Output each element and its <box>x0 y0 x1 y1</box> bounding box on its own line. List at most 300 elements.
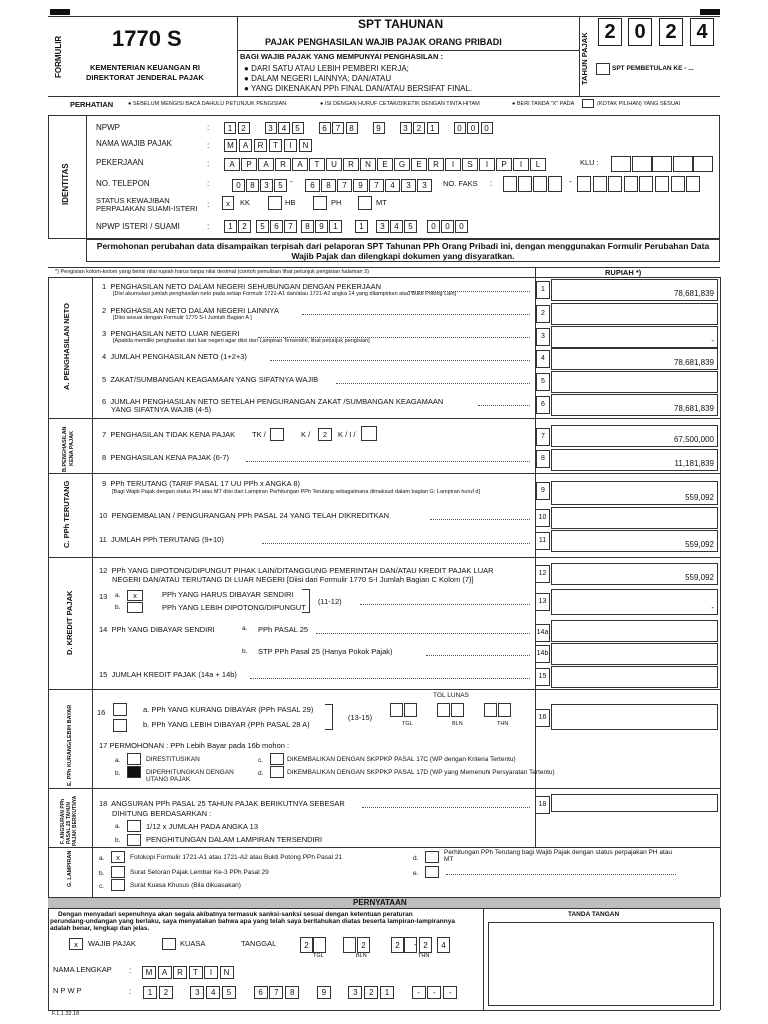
ki-label: K / I / <box>338 430 356 439</box>
lampiran-b-label: Surat Setoran Pajak Lembar Ke-3 PPh Pasal 29 <box>130 869 269 876</box>
form-footer-code: F.1.1.32.18 <box>52 1011 80 1017</box>
npwp-suami-cell[interactable]: 0 <box>441 220 454 233</box>
faks-label: NO. FAKS <box>443 179 478 188</box>
nama-cell[interactable]: A <box>239 139 252 152</box>
section-a-label: A. PENGHASILAN NETO <box>62 303 71 390</box>
npwp-cell[interactable] <box>386 122 398 134</box>
telepon-number-cell[interactable]: 6 <box>305 179 320 192</box>
npwp-suami-cell[interactable]: 1 <box>329 220 342 233</box>
identitas-label: IDENTITAS <box>61 163 70 205</box>
npwp-suami-cell[interactable]: 1 <box>355 220 368 233</box>
lampiran-d-label-1: Perhitungan PPh Terutang bagi Wajib Pajak dengan status perpajakan PH atau <box>444 849 673 856</box>
section-f-label-2: PASAL 25 TAHUN <box>66 802 72 844</box>
status-mt-label: MT <box>376 198 387 207</box>
row-9-label: 9 PPh TERUTANG (TARIF PASAL 17 UU PPh x ANGKA 8) <box>102 479 300 488</box>
bullet-2: ● DALAM NEGERI LAINNYA; DAN/ATAU <box>244 74 392 83</box>
pekerjaan-cell[interactable]: U <box>326 158 342 171</box>
r17c-label: DIKEMBALIKAN DENGAN SKPPKP PASAL 17C (WP dengan Kriteria Tertentu) <box>287 756 516 763</box>
pernyataan-npwp-cell[interactable]: 3 <box>348 986 362 999</box>
klu-label: KLU : <box>580 158 599 167</box>
section-f-label-1: F. ANGSURAN PPh <box>60 798 66 844</box>
pekerjaan-label: PEKERJAAN <box>96 158 144 167</box>
npwp-cell[interactable]: 9 <box>373 122 385 134</box>
row-6-note: YANG SIFATNYA WAJIB (4-5) <box>111 405 212 414</box>
faks-number-cell[interactable] <box>577 176 591 192</box>
tanggal-tgl: TGL <box>313 953 324 959</box>
value-5[interactable] <box>551 371 718 393</box>
row-6-label: 6 JUMLAH PENGHASILAN NETO SETELAH PENGURANGAN ZAKAT /SUMBANGAN KEAGAMAAN <box>102 397 444 406</box>
pekerjaan-cell[interactable]: A <box>292 158 308 171</box>
tgl-lunas-day-2[interactable] <box>404 703 417 717</box>
bullet-1: ● DARI SATU ATAU LEBIH PEMBERI KERJA; <box>244 64 409 73</box>
r18b-label: PENGHITUNGAN DALAM LAMPIRAN TERSENDIRI <box>146 835 323 844</box>
npwp-cell[interactable]: 3 <box>400 122 412 134</box>
status-ph-checkbox[interactable] <box>313 196 327 210</box>
pekerjaan-cell[interactable]: N <box>360 158 376 171</box>
pernyataan-text-1: Dengan menyadari sepenuhnya akan segala akibatnya termasuk sanksi-sanksi sesuai dengan ketentuan peraturan <box>58 911 413 918</box>
perhatian-item-1: ● SEBELUM MENGISI BACA DAHULU PETUNJUK PENGISIAN <box>128 101 287 107</box>
npwp-cell[interactable]: 3 <box>265 122 277 134</box>
pernyataan-npwp-cell[interactable] <box>238 986 252 999</box>
section-g-label: G. LAMPIRAN <box>67 850 73 887</box>
klu-cell[interactable] <box>632 156 652 172</box>
npwp-suami-label: NPWP ISTERI / SUAMI <box>96 222 180 231</box>
status-hb-label: HB <box>285 198 296 207</box>
npwp-cell[interactable]: 0 <box>481 122 493 134</box>
value-14a[interactable] <box>551 620 718 642</box>
pernyataan-npwp-cell[interactable]: 1 <box>143 986 157 999</box>
pernyataan-text-2: perundang-undangan yang berlaku, saya menyatakan bahwa apa yang telah saya beritahukan diatas beserta lampiran-lampirannya <box>50 918 455 925</box>
pernyataan-npwp-label: N P W P <box>53 986 82 995</box>
status-kk-checkbox[interactable]: x <box>222 196 234 210</box>
nama-cell[interactable]: R <box>254 139 267 152</box>
pekerjaan-cell[interactable]: I <box>479 158 495 171</box>
perhatian-checkbox-example <box>582 99 594 108</box>
nama-label: NAMA WAJIB PAJAK <box>96 139 173 148</box>
pernyataan-text-3: adalah benar, lengkap dan jelas. <box>50 925 150 932</box>
spt-subtitle: PAJAK PENGHASILAN WAJIB PAJAK ORANG PRIBADI <box>265 37 502 47</box>
wajib-pajak-checkbox[interactable]: x <box>69 938 83 950</box>
row-11-label: 11 JUMLAH PPh TERUTANG (9+10) <box>99 535 224 544</box>
form-code: 1770 S <box>112 26 182 51</box>
pekerjaan-cell[interactable]: I <box>513 158 529 171</box>
perhatian-label: PERHATIAN <box>70 100 114 109</box>
telepon-number-cell[interactable]: 3 <box>417 179 432 192</box>
npwp-cell[interactable]: 8 <box>346 122 358 134</box>
nama-lengkap-cell[interactable]: M <box>142 966 156 979</box>
npwp-suami-cell[interactable]: 0 <box>427 220 440 233</box>
row-14-label: 14 PPh YANG DIBAYAR SENDIRI <box>99 625 215 634</box>
row-3-note: [Apabila memiliki penghasilan dari luar negeri agar diisi dari Lampiran Tersendiri, lihat petunjuk pengisian] <box>113 338 370 344</box>
npwp-suami-cell[interactable]: 2 <box>238 220 251 233</box>
value-12[interactable]: 559,092 <box>551 563 718 585</box>
r13a-label: PPh YANG HARUS DIBAYAR SENDIRI <box>162 590 294 599</box>
r17c-checkbox[interactable] <box>270 753 284 765</box>
tanggal-year-cell[interactable]: 2 <box>391 937 404 953</box>
pekerjaan-cell[interactable]: I <box>445 158 461 171</box>
row-1-label: 1 PENGHASILAN NETO DALAM NEGERI SEHUBUNGAN DENGAN PEKERJAAN <box>102 282 382 291</box>
row-15-label: 15 JUMLAH KREDIT PAJAK (14a + 14b) <box>99 670 237 679</box>
tgl-lunas-thn: THN <box>497 721 509 727</box>
tk-label: TK / <box>252 430 266 439</box>
pernyataan-npwp-cell[interactable]: - <box>412 986 426 999</box>
npwp-cell[interactable]: 6 <box>319 122 331 134</box>
pekerjaan-cell[interactable]: E <box>377 158 393 171</box>
row-16-no: 16 <box>97 708 106 717</box>
spt-title: SPT TAHUNAN <box>358 17 444 31</box>
value-16[interactable] <box>551 704 718 730</box>
telepon-number-cell[interactable]: 3 <box>401 179 416 192</box>
npwp-cell[interactable] <box>251 122 263 134</box>
npwp-suami-cell[interactable]: 6 <box>270 220 283 233</box>
status-label-2: PERPAJAKAN SUAMI-ISTERI <box>96 204 198 213</box>
box-18: 18 <box>535 796 550 814</box>
corner-mark-top-right <box>700 9 720 15</box>
telepon-number-cell[interactable]: 8 <box>321 179 336 192</box>
status-mt-checkbox[interactable] <box>358 196 372 210</box>
ministry: KEMENTERIAN KEUANGAN RI <box>90 63 201 72</box>
year-digit-2[interactable]: 0 <box>628 18 652 46</box>
kuasa-checkbox[interactable] <box>162 938 176 950</box>
lampiran-d-label-2: MT <box>444 856 454 863</box>
value-8[interactable]: 11,181,839 <box>551 449 718 471</box>
ki-input[interactable] <box>361 426 377 441</box>
section-c-label: C. PPh TERUTANG <box>62 480 71 548</box>
status-ph-label: PH <box>331 198 342 207</box>
value-4[interactable]: 78,681,839 <box>551 348 718 370</box>
npwp-cell[interactable]: 0 <box>454 122 466 134</box>
r16a-checkbox[interactable] <box>113 703 127 716</box>
value-15[interactable] <box>551 666 718 688</box>
pernyataan-npwp-cell[interactable]: 2 <box>159 986 173 999</box>
r17b-checkbox[interactable] <box>127 766 141 778</box>
row-3-label: 3 PENGHASILAN NETO LUAR NEGERI <box>102 329 240 338</box>
box-9: 9 <box>536 482 550 500</box>
row-2-note: [Diisi sesuai dengan Formulir 1770 S-I Jumlah Bagian A ] <box>113 315 252 321</box>
note-rupiah: *) Pengisian kolom-kolom yang berisi nilai rupiah harus tanpa nilai desimal (contoh penulisan lihat petunjuk pengisian halaman 3) <box>55 269 369 275</box>
faks-number-cell[interactable] <box>608 176 622 192</box>
npwp-label: NPWP <box>96 123 120 132</box>
r18b-checkbox[interactable] <box>127 834 141 846</box>
box-3: 3 <box>536 328 550 346</box>
npwp-cell[interactable]: 1 <box>427 122 439 134</box>
pekerjaan-cell[interactable]: R <box>343 158 359 171</box>
box-15: 15 <box>535 668 550 686</box>
pernyataan-npwp-cell[interactable]: - <box>443 986 457 999</box>
tanggal-day-cell[interactable]: 2 <box>300 937 313 953</box>
pernyataan-npwp-cell[interactable]: 5 <box>222 986 236 999</box>
tanggal-year-cell[interactable]: 4 <box>437 937 450 953</box>
status-hb-checkbox[interactable] <box>268 196 282 210</box>
klu-cell[interactable] <box>693 156 713 172</box>
pekerjaan-cell[interactable]: L <box>530 158 546 171</box>
tgl-lunas-tgl: TGL <box>402 721 413 727</box>
faks-number-cell[interactable] <box>686 176 700 192</box>
tgl-lunas-year-2[interactable] <box>498 703 511 717</box>
lampiran-b-checkbox[interactable] <box>111 866 125 878</box>
pernyataan-npwp-cell[interactable]: 9 <box>317 986 331 999</box>
npwp-cell[interactable]: 4 <box>278 122 290 134</box>
tanggal-day-cell[interactable] <box>313 937 326 953</box>
perhatian-item-4: (KOTAK PILIHAN) YANG SESUAI <box>597 101 681 107</box>
r17d-checkbox[interactable] <box>270 766 284 778</box>
nama-lengkap-cell[interactable]: N <box>220 966 234 979</box>
permohonan-text: Permohonan perubahan data disampaikan terpisah dari pelaporan SPT Tahunan PPh Orang Pribadi ini, dengan menggunakan Formulir Perubahan Data Wajib Pajak dan dilengkapi dokumen yang disyaratkan. <box>96 241 710 261</box>
row-12-label-1: 12 PPh YANG DIPOTONG/DIPUNGUT PIHAK LAIN/DITANGGUNG PEMERINTAH DAN/ATAU KREDIT PAJAK LUAR <box>99 566 494 575</box>
faks-area-cell[interactable] <box>548 176 562 192</box>
pernyataan-npwp-cell[interactable]: 4 <box>206 986 220 999</box>
tahun-pajak-label: TAHUN PAJAK <box>580 32 589 85</box>
tanggal-thn: THN <box>418 953 430 959</box>
telepon-number-cell[interactable]: 7 <box>369 179 384 192</box>
tanda-tangan-label: TANDA TANGAN <box>568 911 620 918</box>
box-11: 11 <box>535 532 550 550</box>
tanggal-year-cell[interactable]: 2 <box>419 937 432 953</box>
section-f-label-3: PAJAK BERIKUTNYA <box>72 795 78 846</box>
box-6: 6 <box>536 396 550 414</box>
box-13: 13 <box>535 593 550 611</box>
pernyataan-npwp-cell[interactable]: 2 <box>364 986 378 999</box>
box-7: 7 <box>536 428 550 446</box>
signature-box[interactable] <box>488 922 714 1006</box>
bullet-3: ● YANG DIKENAKAN PPh FINAL DAN/ATAU BERSIFAT FINAL. <box>244 84 473 93</box>
perhatian-item-3: ● BERI TANDA "X" PADA <box>512 101 575 107</box>
npwp-suami-cell[interactable]: 9 <box>315 220 328 233</box>
faks-area-cell[interactable] <box>503 176 517 192</box>
pekerjaan-cell[interactable]: R <box>275 158 291 171</box>
nama-lengkap-cell[interactable]: I <box>204 966 218 979</box>
tgl-lunas-day-1[interactable] <box>390 703 403 717</box>
pekerjaan-cell[interactable]: T <box>309 158 325 171</box>
section-b-label-1: B.PENGHASILAN <box>62 426 68 472</box>
value-6[interactable]: 78,681,839 <box>551 394 718 416</box>
nama-lengkap-cell[interactable]: R <box>173 966 187 979</box>
npwp-suami-cell[interactable]: 1 <box>224 220 237 233</box>
year-digit-1[interactable]: 2 <box>598 18 622 46</box>
pekerjaan-cell[interactable]: P <box>496 158 512 171</box>
telepon-number-cell[interactable]: 7 <box>337 179 352 192</box>
r18a-label: 1/12 x JUMLAH PADA ANGKA 13 <box>146 822 258 831</box>
directorate: DIREKTORAT JENDERAL PAJAK <box>86 73 204 82</box>
pembetulan-checkbox[interactable] <box>596 63 610 75</box>
wajib-pajak-label: WAJIB PAJAK <box>88 939 136 948</box>
nama-cell[interactable]: T <box>269 139 282 152</box>
pernyataan-npwp-cell[interactable]: 6 <box>254 986 268 999</box>
year-digit-4[interactable]: 4 <box>690 18 714 46</box>
faks-number-cell[interactable] <box>671 176 685 192</box>
npwp-cell[interactable]: 5 <box>292 122 304 134</box>
telepon-area-cell[interactable]: 0 <box>232 179 245 192</box>
nama-lengkap-cell[interactable]: T <box>189 966 203 979</box>
telepon-number-cell[interactable]: 4 <box>385 179 400 192</box>
value-14b[interactable] <box>551 643 718 665</box>
box-14a: 14a <box>535 624 550 642</box>
r13b-label: PPh YANG LEBIH DIPOTONG/DIPUNGUT <box>162 603 306 612</box>
pekerjaan-cell[interactable]: G <box>394 158 410 171</box>
npwp-cell[interactable]: 7 <box>332 122 344 134</box>
tanggal-month-cell[interactable] <box>343 937 356 953</box>
nama-cell[interactable]: M <box>224 139 237 152</box>
for-whom: BAGI WAJIB PAJAK YANG MEMPUNYAI PENGHASILAN : <box>240 52 443 61</box>
pernyataan-npwp-cell[interactable]: 1 <box>380 986 394 999</box>
kuasa-label: KUASA <box>180 939 206 948</box>
pernyataan-title: PERNYATAAN <box>353 898 407 907</box>
r18a-checkbox[interactable] <box>127 820 141 832</box>
formulir-label: FORMULIR <box>54 35 63 78</box>
perhatian-item-2: ● ISI DENGAN HURUF CETAK/DIKETIK DENGAN TINTA HITAM <box>320 101 480 107</box>
r17d-label: DIKEMBALIKAN DENGAN SKPPKP PASAL 17D (WP yang Memenuhi Persyaratan Tertentu) <box>287 769 555 776</box>
pernyataan-npwp-cell[interactable] <box>333 986 347 999</box>
k-input[interactable]: 2 <box>318 428 332 441</box>
r16-formula: (13-15) <box>348 713 373 722</box>
npwp-suami-cell[interactable]: 7 <box>284 220 297 233</box>
faks-area-cell[interactable] <box>533 176 547 192</box>
box-16: 16 <box>535 709 550 727</box>
telepon-label: NO. TELEPON <box>96 179 150 188</box>
nama-lengkap-label: NAMA LENGKAP <box>53 965 112 974</box>
pekerjaan-cell[interactable]: A <box>224 158 240 171</box>
npwp-cell[interactable]: 2 <box>413 122 425 134</box>
row-18-sub: DIHITUNG BERDASARKAN : <box>112 809 212 818</box>
r16b-checkbox[interactable] <box>113 719 127 732</box>
pernyataan-npwp-cell[interactable] <box>301 986 315 999</box>
value-7[interactable]: 67,500,000 <box>551 425 718 447</box>
faks-number-cell[interactable] <box>593 176 607 192</box>
npwp-cell[interactable]: 0 <box>467 122 479 134</box>
pernyataan-npwp-cell[interactable]: - <box>427 986 441 999</box>
lampiran-e-checkbox[interactable] <box>425 866 439 878</box>
nama-cell[interactable]: I <box>284 139 297 152</box>
lampiran-a-checkbox[interactable]: x <box>111 851 125 863</box>
npwp-cell[interactable] <box>359 122 371 134</box>
tanggal-bln: BLN <box>356 953 367 959</box>
tgl-lunas-month-1[interactable] <box>437 703 450 717</box>
r16a-label: a. PPh YANG KURANG DIBAYAR (PPh PASAL 29) <box>143 705 314 714</box>
klu-cell[interactable] <box>673 156 693 172</box>
telepon-area-cell[interactable]: 8 <box>246 179 259 192</box>
row-12-label-2: NEGERI DAN/ATAU TERUTANG DI LUAR NEGERI [Diisi dari Formulir 1770 S-I Jumlah Bagian C Kolom (7)] <box>112 575 474 584</box>
value-3[interactable]: - <box>551 326 718 348</box>
npwp-cell[interactable]: 2 <box>238 122 250 134</box>
npwp-cell[interactable] <box>440 122 452 134</box>
npwp-suami-cell[interactable]: 3 <box>376 220 389 233</box>
faks-number-cell[interactable] <box>639 176 653 192</box>
npwp-suami-cell[interactable]: 8 <box>301 220 314 233</box>
tanggal-label: TANGGAL <box>241 939 277 948</box>
tgl-lunas-label: TGL LUNAS <box>433 692 469 699</box>
pekerjaan-cell[interactable]: R <box>428 158 444 171</box>
r13-formula: (11-12) <box>318 597 342 606</box>
box-5: 5 <box>536 373 550 391</box>
row-13-no: 13 <box>99 592 108 601</box>
pernyataan-npwp-cell[interactable] <box>175 986 189 999</box>
r14a-label: PPh PASAL 25 <box>258 625 309 634</box>
value-2[interactable] <box>551 303 718 325</box>
value-13[interactable]: - <box>551 589 718 615</box>
box-10: 10 <box>535 509 550 527</box>
r14b-label: STP PPh Pasal 25 (Hanya Pokok Pajak) <box>258 647 393 656</box>
r17b-label-1: DIPERHITUNGKAN DENGAN <box>146 769 234 776</box>
tgl-lunas-year-1[interactable] <box>484 703 497 717</box>
box-8: 8 <box>536 450 550 468</box>
value-1[interactable]: 78,681,839 <box>551 279 718 301</box>
pernyataan-npwp-cell[interactable]: 7 <box>269 986 283 999</box>
tanggal-month-cell[interactable]: 2 <box>357 937 370 953</box>
r17a-checkbox[interactable] <box>127 753 141 765</box>
row-5-label: 5 ZAKAT/SUMBANGAN KEAGAMAAN YANG SIFATNYA WAJIB <box>102 375 319 384</box>
tk-input[interactable] <box>270 428 284 441</box>
klu-cell[interactable] <box>611 156 631 172</box>
row-8-label: 8 PENGHASILAN KENA PAJAK (6-7) <box>102 453 229 462</box>
npwp-suami-cell[interactable]: 5 <box>256 220 269 233</box>
status-kk-label: KK <box>240 198 251 207</box>
telepon-area-cell[interactable]: 3 <box>260 179 273 192</box>
row-4-label: 4 JUMLAH PENGHASILAN NETO (1+2+3) <box>102 352 247 361</box>
row-2-label: 2 PENGHASILAN NETO DALAM NEGERI LAINNYA <box>102 306 279 315</box>
faks-number-cell[interactable] <box>624 176 638 192</box>
r17b-label-2: UTANG PAJAK <box>146 776 191 783</box>
section-d-label: D. KREDIT PAJAK <box>65 590 74 655</box>
row-7-label: 7 PENGHASILAN TIDAK KENA PAJAK <box>102 430 236 439</box>
npwp-suami-cell[interactable]: 5 <box>404 220 417 233</box>
row-17-label: 17 PERMOHONAN : PPh Lebih Bayar pada 16b mohon : <box>99 741 290 750</box>
lampiran-d-checkbox[interactable] <box>425 851 439 863</box>
npwp-suami-cell[interactable]: 4 <box>390 220 403 233</box>
pernyataan-npwp-cell[interactable] <box>396 986 410 999</box>
pernyataan-npwp-cell[interactable]: 8 <box>285 986 299 999</box>
row-18-label: 18 ANGSURAN PPh PASAL 25 TAHUN PAJAK BERIKUTNYA SEBESAR <box>99 799 345 808</box>
pekerjaan-cell[interactable]: S <box>462 158 478 171</box>
r13b-checkbox[interactable] <box>127 602 143 613</box>
npwp-cell[interactable] <box>305 122 317 134</box>
status-label-1: STATUS KEWAJIBAN <box>96 196 170 205</box>
faks-area-cell[interactable] <box>518 176 532 192</box>
rupiah-header: RUPIAH *) <box>605 268 642 277</box>
pernyataan-npwp-cell[interactable]: 3 <box>190 986 204 999</box>
tgl-lunas-bln: BLN <box>452 721 463 727</box>
row-1-note: [Disi akumulasi jumlah penghasilan neto pada setiap Formulir 1721-A1 dan/atau 1721-A2 angka 14 yang dilampirkan atau Bukti Potong Lain] <box>113 291 457 297</box>
lampiran-c-checkbox[interactable] <box>111 879 125 891</box>
nama-cell[interactable]: N <box>299 139 312 152</box>
lampiran-c-label: Surat Kuasa Khusus (Bila dikuasakan) <box>130 882 241 889</box>
npwp-cell[interactable]: 1 <box>224 122 236 134</box>
box-1: 1 <box>536 281 550 299</box>
value-18[interactable] <box>551 794 718 812</box>
lampiran-a-label: Fotokopi Formulir 1721-A1 atau 1721-A2 atau Bukti Potong PPh Pasal 21 <box>130 854 343 861</box>
klu-cell[interactable] <box>652 156 672 172</box>
row-10-label: 10 PENGEMBALIAN / PENGURANGAN PPh PASAL 24 YANG TELAH DIKREDITKAN <box>99 511 390 520</box>
telepon-area-cell[interactable]: 5 <box>274 179 287 192</box>
box-2: 2 <box>536 305 550 323</box>
nama-lengkap-cell[interactable]: A <box>158 966 172 979</box>
r16b-label: b. PPh YANG LEBIH DIBAYAR (PPh PASAL 28 A) <box>143 720 310 729</box>
value-10[interactable] <box>551 507 718 529</box>
r13a-checkbox[interactable]: x <box>127 590 143 601</box>
npwp-suami-cell[interactable]: 0 <box>455 220 468 233</box>
year-digit-3[interactable]: 2 <box>659 18 683 46</box>
pekerjaan-cell[interactable]: A <box>258 158 274 171</box>
pekerjaan-cell[interactable]: E <box>411 158 427 171</box>
tgl-lunas-month-2[interactable] <box>451 703 464 717</box>
faks-number-cell[interactable] <box>655 176 669 192</box>
row-9-note: [Bagi Wajib Pajak dengan status PH atau MT diisi dari Lampiran Perhitungan PPh Terutang sebagaimana dimaksud dalam bagian G: Lampiran huruf d] <box>112 489 481 495</box>
value-11[interactable]: 559,092 <box>551 530 718 552</box>
telepon-number-cell[interactable]: 9 <box>353 179 368 192</box>
section-b-label-2: KENA PAJAK <box>69 430 75 466</box>
value-9[interactable]: 559,092 <box>551 481 718 505</box>
box-12: 12 <box>535 565 550 583</box>
pekerjaan-cell[interactable]: P <box>241 158 257 171</box>
